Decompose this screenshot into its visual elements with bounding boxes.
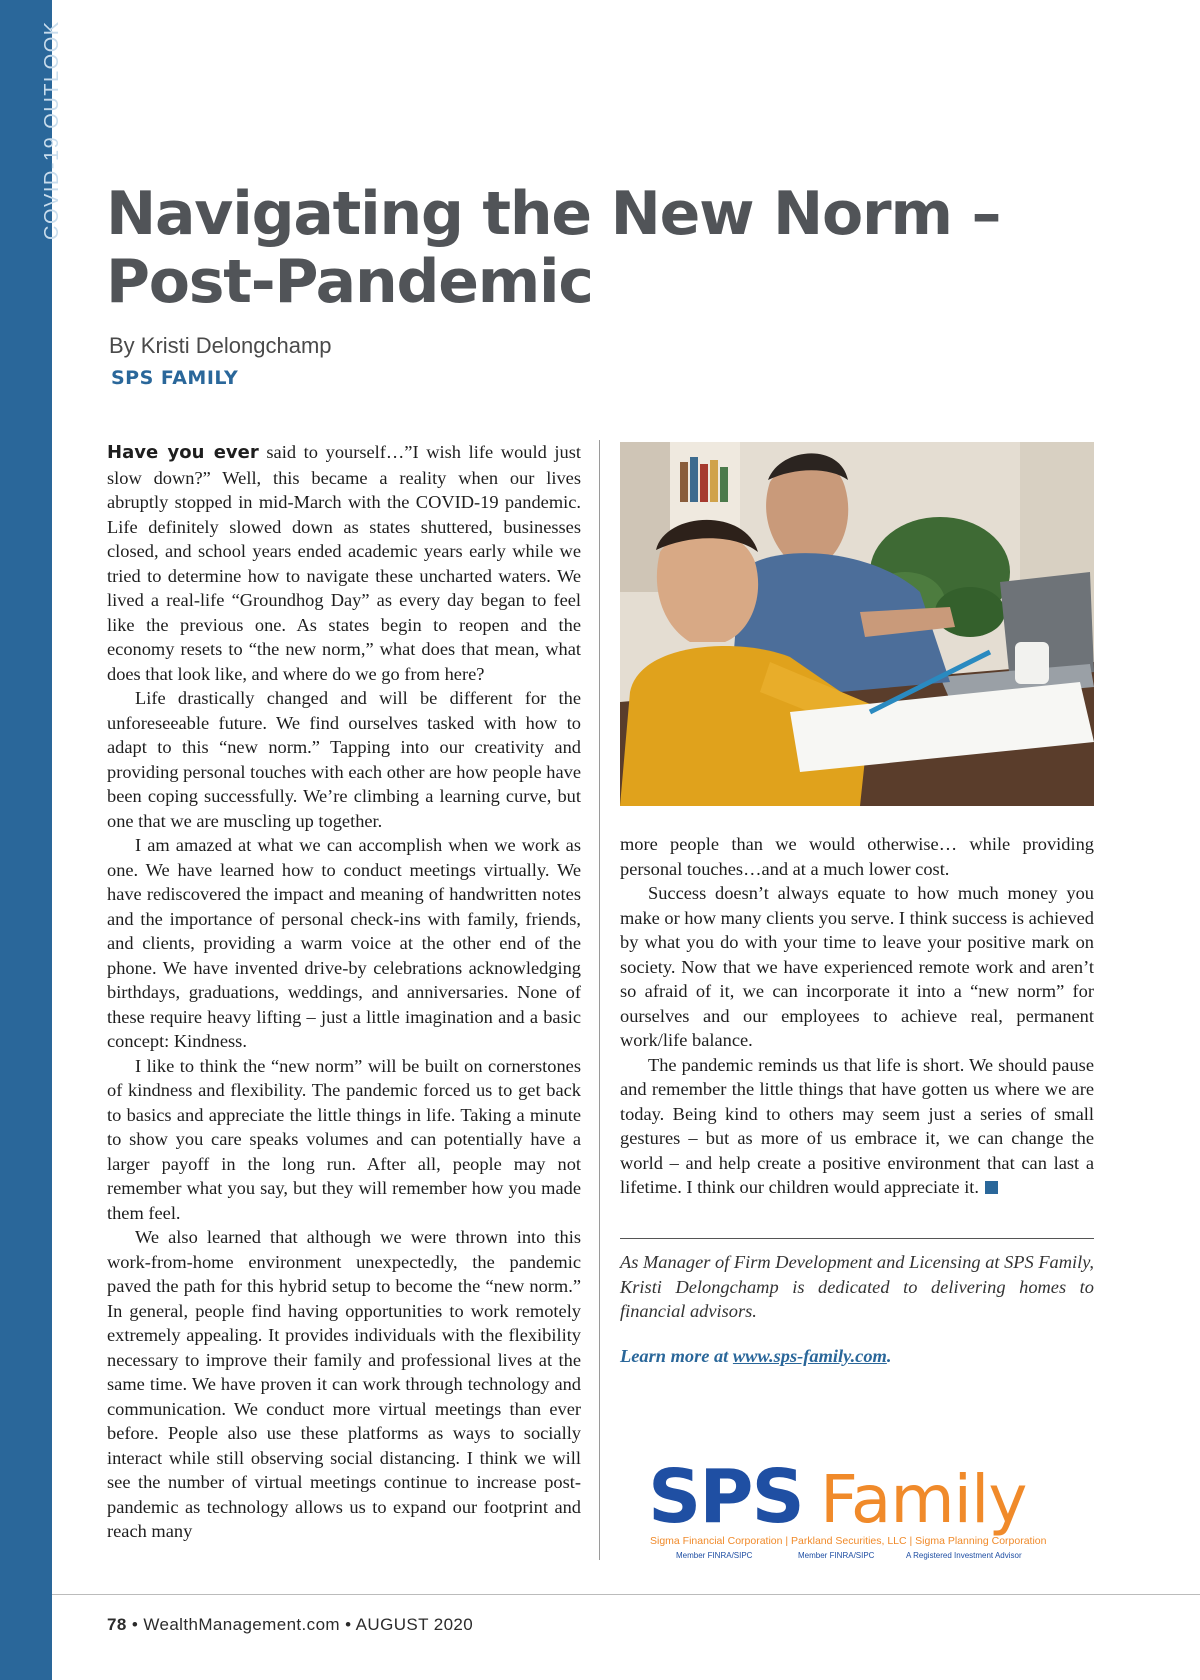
logo-sps-text: SPS <box>648 1454 803 1540</box>
article-photo <box>620 442 1094 806</box>
paragraph-text: said to yourself…”I wish life would just slow down?” Well, this became a reality when our lives abruptly stopped in mid-March with the COVID-19 pandemic. Life definitely slowed down as states shuttered, businesses closed, and school years ended academic years early while we tried to determine how to navigate these uncharted waters. We lived a real-life “Groundhog Day” as every day began to feel like the previous one. As states begin to reopen and the economy resets to “the new norm,” what does that mean, what does that look like, and where do we go from here? <box>107 442 581 684</box>
title-line-1: Navigating the New Norm – <box>106 179 1001 249</box>
page-number: 78 <box>107 1615 127 1634</box>
sidebar-band <box>0 0 63 1680</box>
logo-advisor: A Registered Investment Advisor <box>906 1551 1022 1560</box>
logo-affiliates: Sigma Financial Corporation | Parkland Securities, LLC | Sigma Planning Corporation <box>650 1535 1047 1547</box>
bio-divider <box>620 1238 1094 1239</box>
logo-family-text: Family <box>820 1461 1027 1538</box>
lead-in: Have you ever <box>107 442 259 463</box>
paragraph <box>620 1053 1094 1200</box>
paragraph: I am amazed at what we can accomplish when we work as one. We have learned how to conduct meetings virtually. We have rediscovered the impact and meaning of handwritten notes and the importance of personal check-ins with family, friends, and clients, providing a warm voice at the other end of the phone. We have invented drive-by celebrations acknowledging birthdays, graduations, weddings, and anniversaries. None of these require heavy lifting – just a little imagination and a basic concept: Kindness. <box>107 835 581 1051</box>
learn-more-suffix: . <box>886 1346 892 1366</box>
sps-family-logo <box>648 1452 1068 1564</box>
photo-illustration <box>620 442 1094 806</box>
paragraph-text: The pandemic reminds us that life is short. We should pause and remember the little things that have gotten us where we are today. Being kind to others may seem just a series of small gestures – but as more of us embrace it, we can change the world – and help create a positive environment that can last a lifetime. I think our children would appreciate it. <box>620 1054 1094 1197</box>
learn-more <box>620 1346 1094 1367</box>
column-divider <box>599 440 600 1560</box>
website-link[interactable]: www.sps-family.com <box>732 1346 887 1366</box>
byline: By Kristi Delongchamp <box>109 333 332 358</box>
section-label: COVID-19 OUTLOOK <box>41 20 63 240</box>
logo-member-1: Member FINRA/SIPC <box>676 1551 753 1560</box>
footer-date: AUGUST 2020 <box>355 1615 474 1634</box>
title-line-2: Post-Pandemic <box>106 247 593 317</box>
page-footer: 78 • WealthManagement.com • AUGUST 2020 <box>107 1615 474 1634</box>
author-bio: As Manager of Firm Development and Licensing at SPS Family, Kristi Delongchamp is dedicated to delivering homes to financial advisors. <box>620 1252 1094 1321</box>
logo-member-2: Member FINRA/SIPC <box>798 1551 875 1560</box>
organization-label: SPS FAMILY <box>111 367 239 389</box>
learn-more-prefix: Learn more at <box>620 1346 733 1366</box>
end-mark-icon <box>985 1181 998 1194</box>
paragraph <box>107 440 581 686</box>
paragraph: more people than we would otherwise… while providing personal touches…and at a much lower cost. <box>620 834 1094 879</box>
paragraph: We also learned that although we were thrown into this work-from-home environment unexpectedly, the pandemic paved the path for this hybrid setup to become the “new norm.” In general, people find having opportunities to work remotely extremely appealing. It provides individuals with the flexibility necessary to improve their family and professional lives at the same time. We have proven it can work through technology and communication. We conduct more virtual meetings than ever before. People also use these platforms as ways to socially interact while still observing social distancing. I think we will see the number of virtual meetings continue to increase post-pandemic as technology allows us to expand our footprint and reach many <box>107 1227 581 1541</box>
paragraph: Success doesn’t always equate to how much money you make or how many clients you serve. I think success is achieved by what you do with your time to leave your positive mark on society. Now that we have experienced remote work and aren’t so afraid of it, we can incorporate it into a “new norm” for ourselves and our employees to achieve real, permanent work/life balance. <box>620 883 1094 1050</box>
paragraph: I like to think the “new norm” will be built on cornerstones of kindness and flexibility. The pandemic forced us to get back to basics and appreciate the little things in life. Taking a minute to show you care speaks volumes and can potentially have a larger payoff in the long run. After all, people may not remember what you say, but they will remember how you made them feel. <box>107 1055 581 1223</box>
footer-site: WealthManagement.com <box>143 1615 340 1634</box>
right-column <box>620 832 1094 1200</box>
footer-divider <box>52 1594 1200 1595</box>
paragraph: Life drastically changed and will be different for the unforeseeable future. We find ourselves tasked with how to adapt to this “new norm.” Tapping into our creativity and providing personal touches with each other are how people have been coping successfully. We’re climbing a learning curve, but one that we are muscling up together. <box>107 688 581 831</box>
left-column <box>107 440 581 1544</box>
article-title <box>106 180 1006 316</box>
